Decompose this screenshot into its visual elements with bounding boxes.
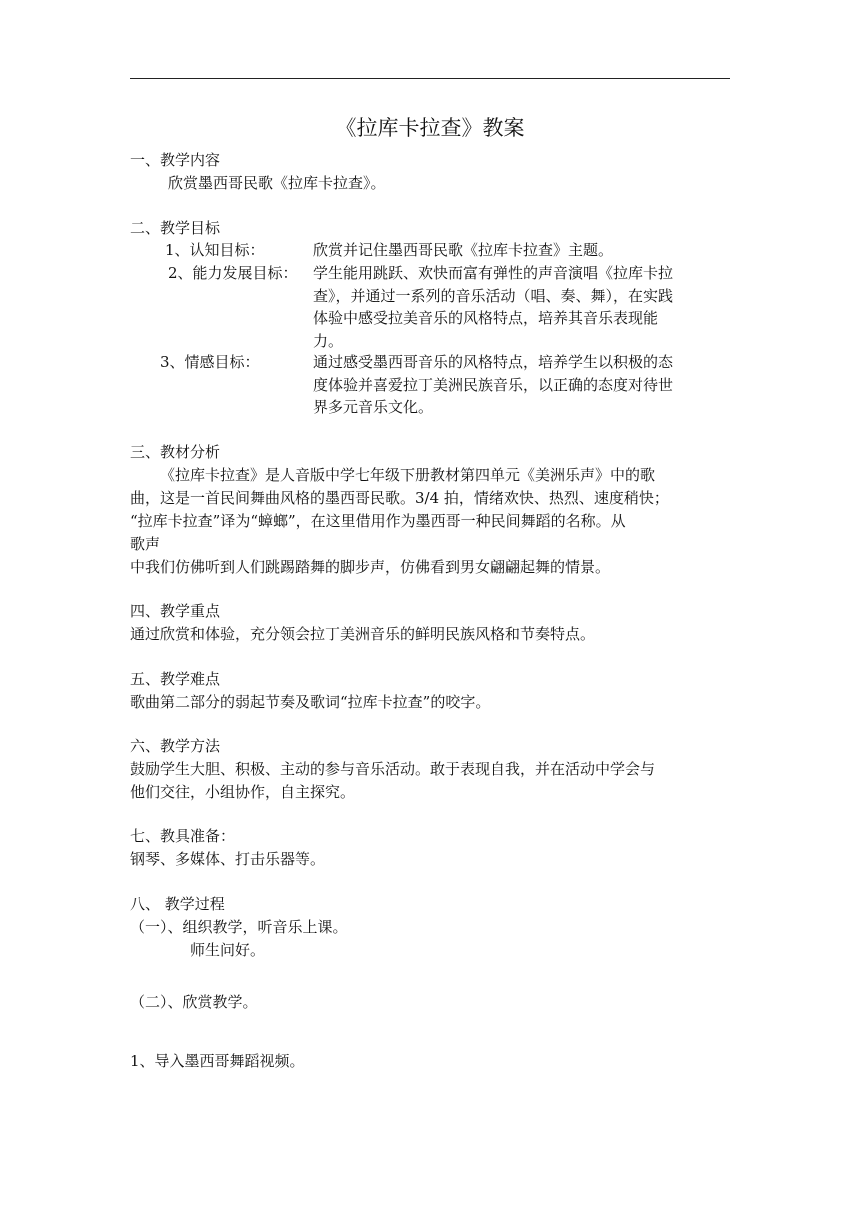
section-6-heading: 六、教学方法	[130, 737, 221, 755]
goal-2-text	[313, 262, 733, 352]
methods-line: 鼓励学生大胆、积极、主动的参与音乐活动。敢于表现自我，并在活动中学会与	[130, 760, 656, 778]
document-title: 《拉库卡拉查》教案	[335, 116, 525, 140]
process-step-1-detail: 师生问好。	[190, 941, 266, 959]
process-step-1: （一）、组织教学，听音乐上课。	[130, 918, 348, 936]
methods-line: 他们交往，小组协作，自主探究。	[130, 783, 356, 801]
section-3-heading: 三、教材分析	[130, 443, 221, 461]
process-step-2: （二）、欣赏教学。	[130, 993, 258, 1011]
analysis-line: 《拉库卡拉查》是人音版中学七年级下册教材第四单元《美洲乐声》中的歌	[160, 466, 656, 484]
section-1-heading: 一、教学内容	[130, 151, 221, 169]
section-1-body: 欣赏墨西哥民歌《拉库卡拉查》。	[168, 174, 386, 192]
goal-2-line: 体验中感受拉美音乐的风格特点，培养其音乐表现能	[313, 309, 659, 327]
goal-2-label: 2、能力发展目标：	[168, 264, 298, 282]
section-8-heading: 八、 教学过程	[130, 895, 225, 913]
goal-3-label: 3、情感目标：	[160, 353, 260, 371]
goal-2-line: 查》，并通过一系列的音乐活动（唱、奏、舞），在实践	[313, 286, 674, 305]
goal-3-line: 界多元音乐文化。	[313, 398, 434, 416]
goal-1-label: 1、认知目标：	[165, 241, 265, 259]
header-rule	[130, 78, 730, 79]
goal-2-line: 力。	[313, 331, 344, 350]
goal-2-line: 学生能用跳跃、欢快而富有弹性的声音演唱《拉库卡拉	[313, 264, 674, 282]
section-7-heading: 七、教具准备：	[130, 827, 236, 845]
goal-1-text: 欣赏并记住墨西哥民歌《拉库卡拉查》主题。	[313, 241, 614, 259]
process-item-1: 1、导入墨西哥舞蹈视频。	[130, 1052, 305, 1070]
analysis-line: 中我们仿佛听到人们跳踢踏舞的脚步声，仿佛看到男女翩翩起舞的情景。	[130, 558, 611, 576]
section-5-heading: 五、教学难点	[130, 670, 221, 688]
section-2-heading: 二、教学目标	[130, 219, 221, 237]
section-4-heading: 四、教学重点	[130, 602, 221, 620]
section-4-body: 通过欣赏和体验，充分领会拉丁美洲音乐的鲜明民族风格和节奏特点。	[130, 625, 596, 643]
analysis-line: “拉库卡拉查”译为“蟑螂”，在这里借用作为墨西哥一种民间舞蹈的名称。从	[130, 512, 626, 530]
goal-3-line: 度体验并喜爱拉丁美洲民族音乐，以正确的态度对待世	[313, 375, 674, 394]
analysis-line: 歌声	[130, 535, 161, 553]
analysis-line: 曲，这是一首民间舞曲风格的墨西哥民歌。3/4 拍，情绪欢快、热烈、速度稍快；	[130, 489, 669, 507]
section-7-body: 钢琴、多媒体、打击乐器等。	[130, 850, 326, 868]
goal-3-text	[313, 351, 733, 419]
section-5-body: 歌曲第二部分的弱起节奏及歌词“拉库卡拉查”的咬字。	[130, 693, 491, 711]
goal-3-line: 通过感受墨西哥音乐的风格特点，培养学生以积极的态	[313, 353, 674, 371]
